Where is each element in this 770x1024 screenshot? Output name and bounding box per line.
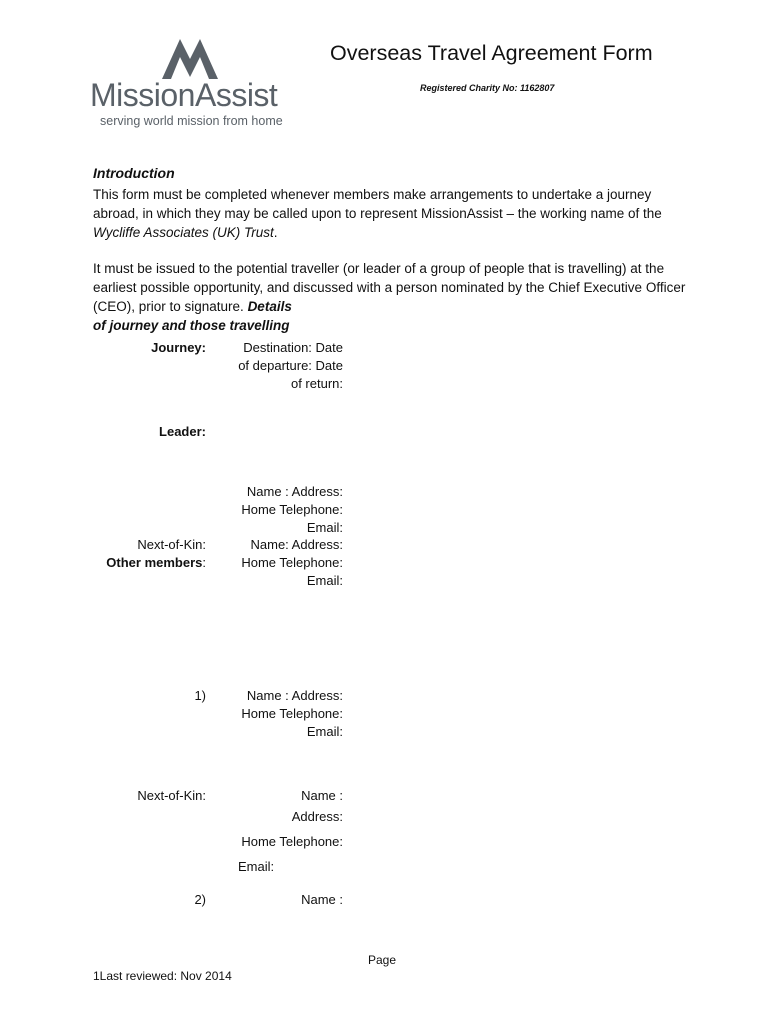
- member-1-telephone: Home Telephone:: [241, 706, 343, 721]
- footer-page: Page: [368, 953, 397, 967]
- leader-nok-label: Next-of-Kin:: [137, 537, 206, 552]
- charity-number: Registered Charity No: 1162807: [420, 83, 555, 93]
- member-2-name: Name :: [301, 892, 343, 907]
- member-1-name-address: Name : Address:: [246, 688, 343, 703]
- member-1-nok-address: Address:: [291, 809, 343, 824]
- member-1-label: 1): [194, 688, 206, 703]
- missionassist-logo-mark: [160, 37, 220, 79]
- trust-name: Wycliffe Associates (UK) Trust: [93, 225, 274, 240]
- member-1-email: Email:: [306, 724, 343, 739]
- member-1-nok-name: Name :: [301, 788, 343, 803]
- introduction-heading: Introduction: [93, 165, 175, 181]
- leader-telephone: Home Telephone:: [241, 502, 343, 517]
- member-2-label: 2): [194, 892, 206, 907]
- details-heading-b: of journey and those travelling: [93, 318, 290, 333]
- leader-label: Leader:: [159, 424, 206, 439]
- intro-paragraph-1-end: .: [273, 225, 278, 240]
- member-1-nok-email: Email:: [238, 859, 275, 874]
- member-1-nok-label: Next-of-Kin:: [137, 788, 206, 803]
- leader-email: Email:: [306, 520, 343, 535]
- intro-paragraph-2-text: It must be issued to the potential traveller (or leader of a group of people that is travelling) at the earliest possible opportunity, and discussed with a person nominated by the Chief Executive Officer (CEO), prior to signature.: [93, 261, 686, 314]
- logo-text: MissionAssist: [90, 77, 278, 113]
- intro-paragraph-1: [93, 185, 693, 242]
- page-title: Overseas Travel Agreement Form: [330, 41, 653, 65]
- leader-nok-name-address: Name: Address:: [250, 537, 343, 552]
- other-members-text: Other members: [106, 555, 203, 570]
- other-members-colon: :: [202, 555, 206, 570]
- member-1-nok-telephone: Home Telephone:: [241, 834, 343, 849]
- intro-paragraph-2: [93, 259, 693, 335]
- journey-destination: Destination: Date: [243, 340, 343, 355]
- journey-label: Journey:: [151, 340, 206, 355]
- journey-departure: of departure: Date: [238, 358, 343, 373]
- leader-nok-telephone: Home Telephone:: [241, 555, 343, 570]
- intro-paragraph-1-text: This form must be completed whenever members make arrangements to undertake a journey abroad, in which they may be called upon to represent MissionAssist – the working name of the: [93, 187, 662, 221]
- footer-last-reviewed: 1Last reviewed: Nov 2014: [93, 969, 232, 983]
- other-members-label: [106, 554, 206, 572]
- details-heading-a: Details: [247, 299, 292, 314]
- logo-tagline: serving world mission from home: [100, 114, 283, 128]
- leader-nok-email: Email:: [306, 573, 343, 588]
- leader-name-address: Name : Address:: [246, 484, 343, 499]
- journey-return: of return:: [290, 376, 343, 391]
